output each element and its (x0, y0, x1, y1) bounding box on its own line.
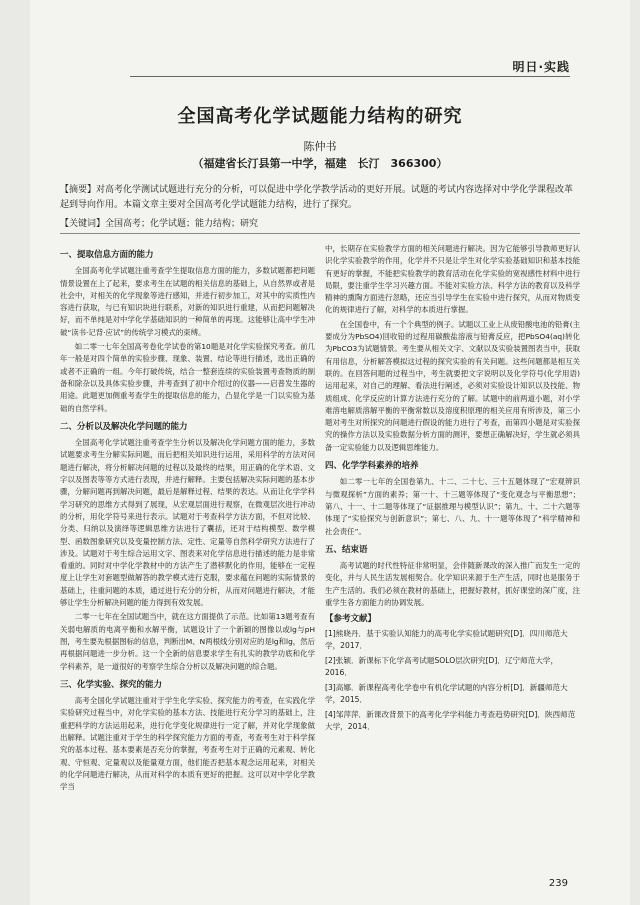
body-paragraph: 全国高考化学试题注重考查学生分析以及解决化学问题方面的能力，多数试题要求考生分解实际问题，而后把相关知识进行运用，采用科学的方法对问题进行解决，将分析解决问题的过程以及最终的结果，用正确的化学术语、文字以及图表等等方式进行表现，并进行解释。主要包括解决实际问题的基本步骤，分解问题再到解决问题，最后是解释过程、结果的表达。从而让化学学科学习研究的思维方式得到了展现，从宏观层面进行观察，在微观层次进行冲动的分析，用化学符号来进行表示。试题对于考查科学方法方面，不但对比较、分类、归纳以及演绎等逻辑思维方法进行了囊括，还对于结构模型、数学模型、函数图象研究以及变量控制方法、定性、定量等自然科学研究方法进行了涉及。试题对于考生综合运用文字、图表来对化学信息进行描述的能力是非常看重的。同时对中学化学教材中的方法产生了潜移默化的作用，能够在一定程度上让学生对套题型做解答的教学模式进行克服，要求蕴在问题的实际情景的基础上，往重问题的本质，通过进行充分的分析，从而对问题进行解决，才能够让学生分析解决问题的能力得到有效发展。 (60, 438, 315, 608)
article-author: 陈仲书 (303, 140, 337, 153)
section-heading: 四、化学学科素养的培养 (325, 461, 419, 472)
references-title: 【参考文献】 (325, 614, 377, 625)
section-tag: 明日·实践 (512, 60, 570, 74)
body-paragraph: 高考全国化学试题注重对于学生化学实验、探究能力的考查，在实践化学实验研究过程当中，对化学实验的基本方法、技能进行充分学习的基础上，注重把科学的方法运用起来，进行化学变化规律进行一定了解，并对化学现象做出解释。试题注重对于学生的科学探究能力方面的考查，考查考生对于科学探究的基本过程、基本要素是否充分的掌握，考查考生对于正确的元素观、转化观、守恒观、定量观以及能量观方面，他们能否把基本观念运用起来，对相关的化学问题进行解决，从而对科学的本质有更好的把握。这可以对中学化学教学当 (60, 696, 315, 792)
body-paragraph: 如二零一七年全国高考卷化学试卷的第10题是对化学实验探究考查。前几年一般是对四个简单的实验步骤、现象、装置、结论等进行描述，选出正确的或者不正确的一组。今年打破传统，结合一整套连续的实验装置考查物质的制备和除杂以及具体实验步骤，并考查到了初中介绍过的仪器——启普发生器的用途。此题更加侧重考查学生的提取信息的能力，凸显化学是一门以实验为基础的自然学科。 (60, 342, 315, 413)
body-paragraph: 中，长期存在实验教学方面的相关问题进行解决。因为它能够引导教师更好认识化学实验教学的作用，化学并不只是让学生对化学实验基础知识和基本技能有更好的掌握，不能把实验教学的教育活动在化学实验的宽视感性材料中进行局限，要注重学生学习兴趣方面。不能对实验方法、科学方法的教育以及科学精神的熏陶方面进行忽略，还应当引导学生在实验中进行探究，从而对物质变化的规律进行了解，对科学的本质进行掌握。 (325, 244, 580, 315)
section-heading: 二、分析以及解决化学问题的能力 (60, 421, 188, 432)
page-number: 239 (548, 878, 568, 889)
keywords-separator (60, 233, 580, 234)
right-column (325, 243, 580, 736)
header-rule (130, 76, 570, 77)
article-title: 全国高考化学试题能力结构的研究 (177, 106, 463, 127)
reference-item: [3]高娜．新课程高考化学卷中有机化学试题的内容分析[D]．新疆师范大学，2015． (325, 682, 568, 705)
section-heading: 三、化学实验、探究的能力 (60, 679, 163, 690)
section-heading: 一、提取信息方面的能力 (60, 250, 154, 260)
reference-item: [1]熊晓丹．基于实验认知能力的高考化学实验试题研究[D]．四川师范大学，2017． (325, 628, 568, 651)
body-paragraph: 二零一七年在全国试题当中，就在这方面提供了示范。比如第13题考查有关弱电解质的电离平衡和水解平衡，试题设计了一个新颖的图像以或lg与pH图，考生要先根据图标的信息，判断出M、N两根线分别对应的是lg和lg，然后再根据问题进一步分析。这一个全新的信息要求学生有扎实的教学功底和化学学科素养，是一道很好的考察学生综合分析以及解决问题的综合题。 (60, 612, 315, 671)
abstract: 【摘要】对高考化学测试试题进行充分的分析，可以促进中学化学教学活动的更好开展。试题的考试内容选择对中学化学课程改革起到导向作用。本篇文章主要对全国高考化学试题能力结构，进行了探究。 (60, 185, 574, 210)
left-column (60, 243, 315, 795)
body-paragraph: 高考试题的时代性特征非常明显，会伴随新课改的深入推广而发生一定的变化，并与人民生活发展相契合。化学知识来源于生产生活，同时也是服务于生产生活的。我们必须在教材的基础上，把握好教材，抓好课堂的深广度，注重学生各方面能力的协调发展。 (325, 561, 580, 608)
section-heading: 五、结束语 (325, 544, 368, 555)
body-paragraph: 全国高考化学试题注重考查学生提取信息方面的能力，多数试题都把问题情景设置在上了起来，要求考生在试题的相关信息的基础上，从自然界或者是社会中，对相关的化学现象等进行感知，并进行初步加工，对其中的实质性内容进行获取，与已有知识块进行联系，对新的知识进行重建，从而把问题解决好，而不单纯是对中学化学基础知识的一种简单的再现。这能够让高中学生冲破“读书·记背·应试”的传统学习模式的束缚。 (60, 266, 315, 337)
references (325, 613, 580, 734)
body-paragraph: 在全国卷中，有一个个典型的例子。试题以工业上从废铅酸电池的铅膏(主要成分为PbSO4)回收铅的过程用碳酸盐溶液与铅膏反应，把PbSO4(aq)转化为PbCO3为试题情景。考生要从相关文字、文献以及实验装置图表当中，获取有用信息，分析解答模拟这过程的探究实验的有关问题。这些问题都是相互关联的。在回答问题的过程当中，考生就要把文字说明以及化学符号(化学用语)运用起来，对自己的理解、看法进行阐述，必须对实验设计知识以及技能、物质组成、化学反应的计算方法进行充分的了解。试题中的前两道小题，对小学难溶电解质溶解平衡的平衡常数以及溶度积原理的相关应用有所涉及，第三小题对考生对所探究的问题进行假设的能力进行了考查，而第四小题是对实验探究的操作方法以及实验数据分析方面的测评，要想正确解决好，学生就必须具备一定实验能力以及逻辑思维能力。 (325, 319, 580, 452)
body-paragraph: 如二零一七年的全国卷第九、十二、二十七、三十五题体现了“宏观辨识与微观探析”方面的素养；第一十、十三题等体现了“变化观念与平衡思想”；第八、十一、十二题等体现了“证据推理与模型认识”；第九、十、二十六题等体现了“实验探究与创新意识”；第七、八、九、十一题等体现了“科学精神和社会责任”。 (325, 477, 580, 536)
keywords: 【关键词】全国高考；化学试题；能力结构；研究 (60, 219, 259, 229)
article-affiliation: （福建省长汀县第一中学，福建 长汀 366300） (192, 157, 448, 170)
reference-item: [2]张颖．新课标下化学高考试题SOLO层次研究[D]．辽宁师范大学，2016． (325, 655, 559, 678)
reference-item: [4]邹萍萍．新课改背景下的高考化学学科能力考查趋势研究[D]．陕西师范大学，2014． (325, 709, 576, 732)
